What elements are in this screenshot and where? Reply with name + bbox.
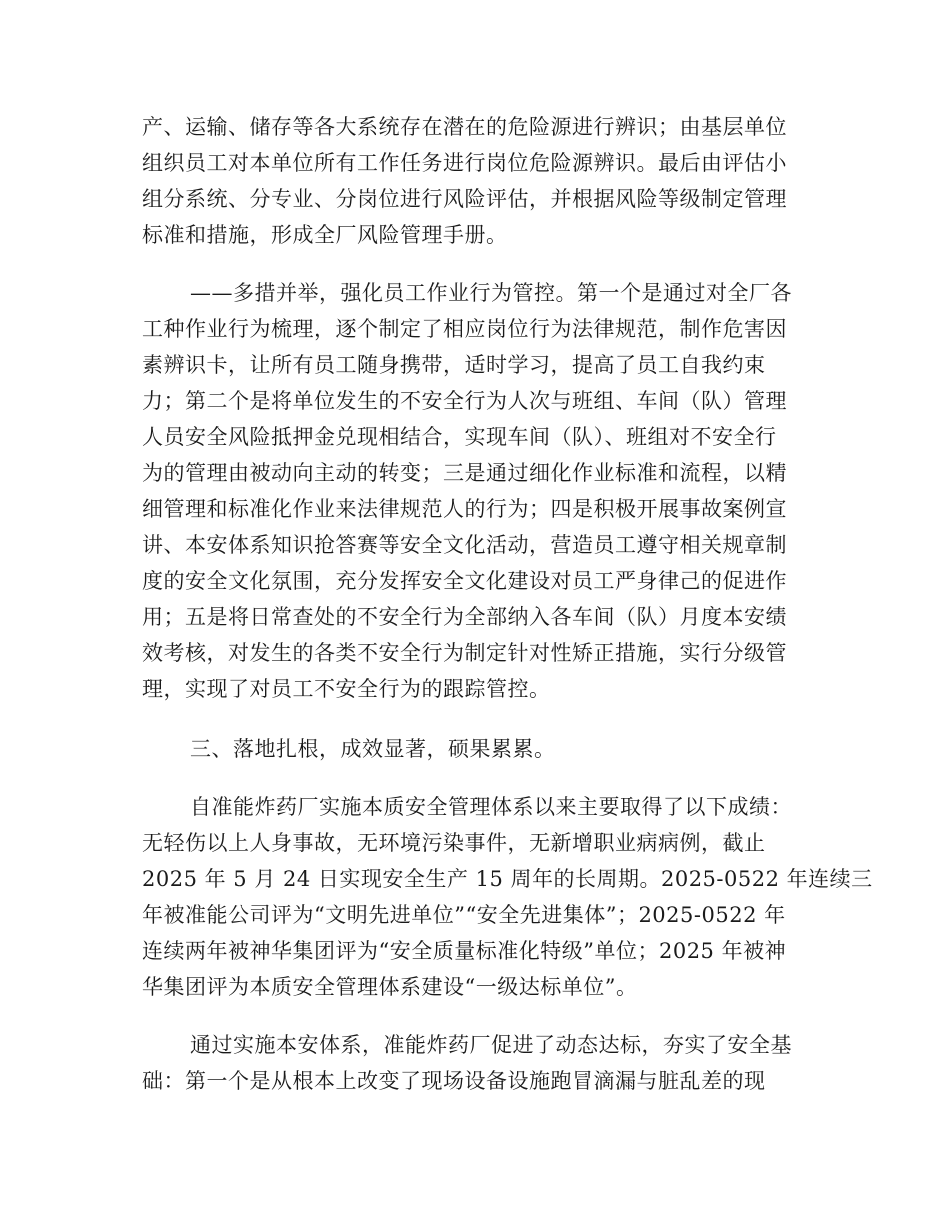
body-text-line: 无轻伤以上人身事故，无环境污染事件，无新增职业病病例，截止 xyxy=(142,831,766,855)
paragraph-first-line: 自准能炸药厂实施本质安全管理体系以来主要取得了以下成绩： xyxy=(190,795,792,819)
paragraph-first-line: 通过实施本安体系，准能炸药厂促进了动态达标，夯实了安全基 xyxy=(190,1033,792,1057)
body-text-line: 人员安全风险抵押金兑现相结合，实现车间（队）、班组对不安全行 xyxy=(142,425,777,449)
body-text-line: 组织员工对本单位所有工作任务进行岗位危险源辨识。最后由评估小 xyxy=(142,151,787,175)
body-text-line: 理，实现了对员工不安全行为的跟踪管控。 xyxy=(142,677,551,701)
body-text-line: 素辨识卡，让所有员工随身携带，适时学习，提高了员工自我约束 xyxy=(142,353,766,377)
body-text-line: 标准和措施，形成全厂风险管理手册。 xyxy=(142,223,508,247)
body-text-line: 工种作业行为梳理，逐个制定了相应岗位行为法律规范，制作危害因 xyxy=(142,317,787,341)
body-text-line: 产、运输、储存等各大系统存在潜在的危险源进行辨识；由基层单位 xyxy=(142,115,787,139)
paragraph-first-line: ——多措并举，强化员工作业行为管控。第一个是通过对全厂各 xyxy=(190,281,792,305)
body-text-line: 讲、本安体系知识抢答赛等安全文化活动，营造员工遵守相关规章制 xyxy=(142,533,787,557)
body-text-line: 2025 年 5 月 24 日实现安全生产 15 周年的长周期。2025-0522 年连续三 xyxy=(142,867,873,891)
body-text-line: 华集团评为本质安全管理体系建设“一级达标单位”。 xyxy=(142,975,638,999)
body-text-line: 连续两年被神华集团评为“安全质量标准化特级”单位；2025 年被神 xyxy=(142,939,787,963)
body-text-line: 效考核，对发生的各类不安全行为制定针对性矫正措施，实行分级管 xyxy=(142,641,787,665)
body-text-line: 为的管理由被动向主动的转变；三是通过细化作业标准和流程，以精 xyxy=(142,461,787,485)
body-text-line: 度的安全文化氛围，充分发挥安全文化建设对员工严身律己的促进作 xyxy=(142,569,787,593)
section-heading: 三、落地扎根，成效显著，硕果累累。 xyxy=(190,737,556,761)
body-text-line: 础：第一个是从根本上改变了现场设备设施跑冒滴漏与脏乱差的现 xyxy=(142,1069,766,1093)
body-text-line: 用；五是将日常查处的不安全行为全部纳入各车间（队）月度本安绩 xyxy=(142,605,787,629)
body-text-line: 力；第二个是将单位发生的不安全行为人次与班组、车间（队）管理 xyxy=(142,389,787,413)
body-text-line: 细管理和标准化作业来法律规范人的行为；四是积极开展事故案例宣 xyxy=(142,497,787,521)
body-text-line: 组分系统、分专业、分岗位进行风险评估，并根据风险等级制定管理 xyxy=(142,187,787,211)
body-text-line: 年被准能公司评为“文明先进单位”“安全先进集体”；2025-0522 年 xyxy=(142,903,786,927)
